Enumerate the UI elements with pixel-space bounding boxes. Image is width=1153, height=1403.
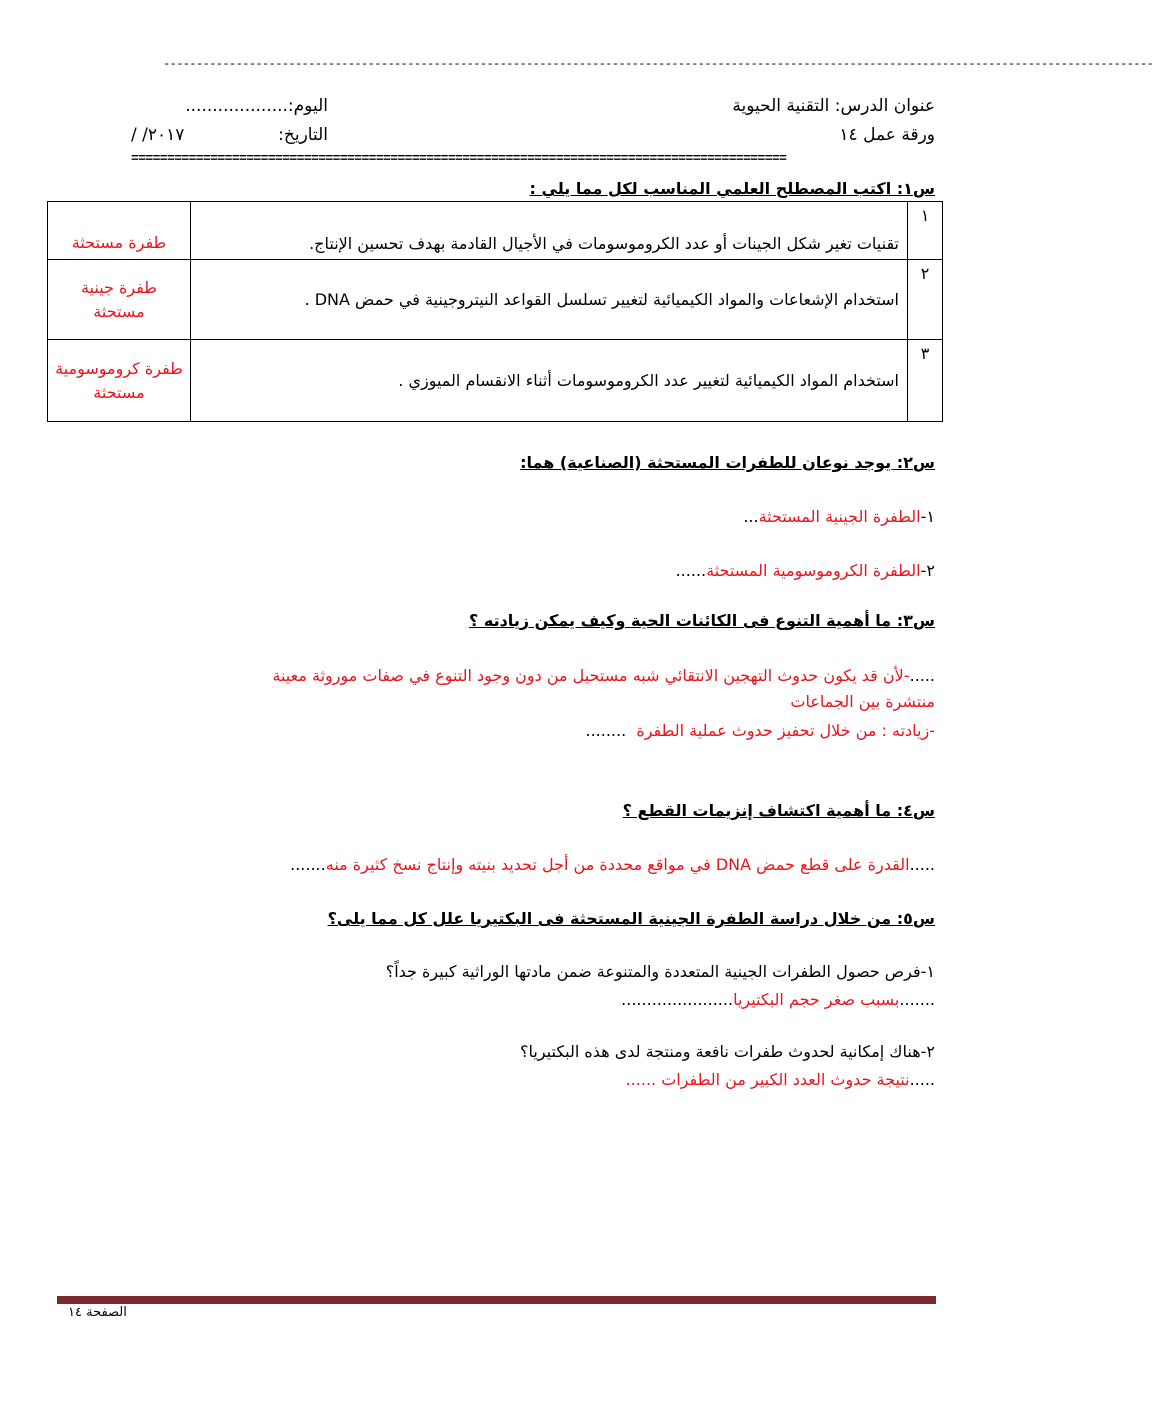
q4-title: س٤: ما أهمية اكتشاف إنزيمات القطع ؟ xyxy=(622,801,935,820)
header-separator: =========================================================================================== xyxy=(131,151,787,166)
q3-line3-suffix: ........ xyxy=(585,721,627,740)
row-description: استخدام المواد الكيميائية لتغيير عدد الكروموسومات أثناء الانقسام الميوزي . xyxy=(191,340,908,422)
top-dashed-rule: ------------------------------------------------------------------------------------------------------------------------------------------------------ xyxy=(163,57,1153,71)
q2-item2-answer: الطفرة الكروموسومية المستحثة xyxy=(706,561,921,580)
date-label: التاريخ: xyxy=(278,125,328,145)
q5-question-1: ١-فرص حصول الطفرات الجينية المتعددة والمتنوعة ضمن مادتها الوراثية كبيرة جداً؟ xyxy=(385,962,935,981)
footer-bar xyxy=(57,1296,936,1304)
q4-answer xyxy=(290,853,935,877)
q3-answer-line-1 xyxy=(272,664,935,688)
q5-question-2: ٢-هناك إمكانية لحدوث طفرات نافعة ومنتجة لدى هذه البكتيريا؟ xyxy=(520,1042,935,1061)
q3-line1-prefix: ..... xyxy=(909,666,935,685)
q3-answer-line-3 xyxy=(585,719,935,743)
q2-answer-2 xyxy=(676,559,935,583)
q2-answer-1 xyxy=(743,505,935,529)
page-number: الصفحة ١٤ xyxy=(68,1305,127,1320)
q3-line1-text: -لأن قد يكون حدوث التهجين الانتقائي شبه مستحيل من دون وجود التنوع في صفات موروثة معينة xyxy=(272,666,910,685)
q2-item2-prefix: ٢- xyxy=(920,561,935,580)
row-description: تقنيات تغير شكل الجينات أو عدد الكروموسومات في الأجيال القادمة بهدف تحسين الإنتاج. xyxy=(191,202,908,260)
row-answer: طفرة مستحثة xyxy=(48,202,191,260)
table-row xyxy=(48,260,943,340)
q2-item2-suffix: ...... xyxy=(675,561,707,580)
q3-line3-text: -زيادته : من خلال تحفيز حدوث عملية الطفرة xyxy=(636,721,935,740)
q5-item1-answer: بسبب صغر حجم البكتيريا xyxy=(733,990,900,1009)
q2-title: س٢: يوجد نوعان للطفرات المستحثة (الصناعية) هما: xyxy=(520,453,935,472)
row-number: ٣ xyxy=(908,340,943,422)
q4-answer-text: القدرة على قطع حمض DNA في مواقع محددة من أجل تحديد بنيته وإنتاج نسخ كثيرة منه xyxy=(325,855,910,874)
row-answer: طفرة كروموسومية مستحثة xyxy=(48,340,191,422)
q3-answer-line-2: منتشرة بين الجماعات xyxy=(790,692,935,711)
q5-answer-2 xyxy=(626,1068,935,1092)
day-field: اليوم:................... xyxy=(185,96,328,116)
q5-title: س٥: من خلال دراسة الطفرة الجينية المستحثة فى البكتيريا علل كل مما يلى؟ xyxy=(327,909,935,928)
table-row xyxy=(48,202,943,260)
worksheet-number: ورقة عمل ١٤ xyxy=(839,125,935,145)
row-answer: طفرة جينية مستحثة xyxy=(48,260,191,340)
q2-item1-answer: الطفرة الجينية المستحثة xyxy=(758,507,921,526)
q5-item2-prefix: ..... xyxy=(909,1070,935,1089)
date-value: / /٢٠١٧ xyxy=(131,125,185,145)
lesson-title: عنوان الدرس: التقنية الحيوية xyxy=(732,96,935,116)
row-number: ٢ xyxy=(908,260,943,340)
row-number: ١ xyxy=(908,202,943,260)
q5-item2-suffix: ...... xyxy=(625,1070,657,1089)
q3-title: س٣: ما أهمية التنوع فى الكائنات الحية وكيف يمكن زيادته ؟ xyxy=(469,611,935,630)
q4-prefix: ..... xyxy=(909,855,935,874)
q2-item1-prefix: ١- xyxy=(920,507,935,526)
terms-table xyxy=(47,201,943,422)
q5-item2-answer: نتيجة حدوث العدد الكبير من الطفرات xyxy=(661,1070,910,1089)
q4-suffix: ....... xyxy=(290,855,326,874)
table-row xyxy=(48,340,943,422)
q2-item1-suffix: ... xyxy=(743,507,759,526)
q1-title: س١: اكتب المصطلح العلمي المناسب لكل مما يلي : xyxy=(529,179,935,198)
q5-answer-1 xyxy=(621,988,935,1012)
q5-item1-suffix: ...................... xyxy=(621,990,734,1009)
row-description: استخدام الإشعاعات والمواد الكيميائية لتغيير تسلسل القواعد النيتروجينية في حمض DNA . xyxy=(191,260,908,340)
q5-item1-prefix: ....... xyxy=(899,990,935,1009)
